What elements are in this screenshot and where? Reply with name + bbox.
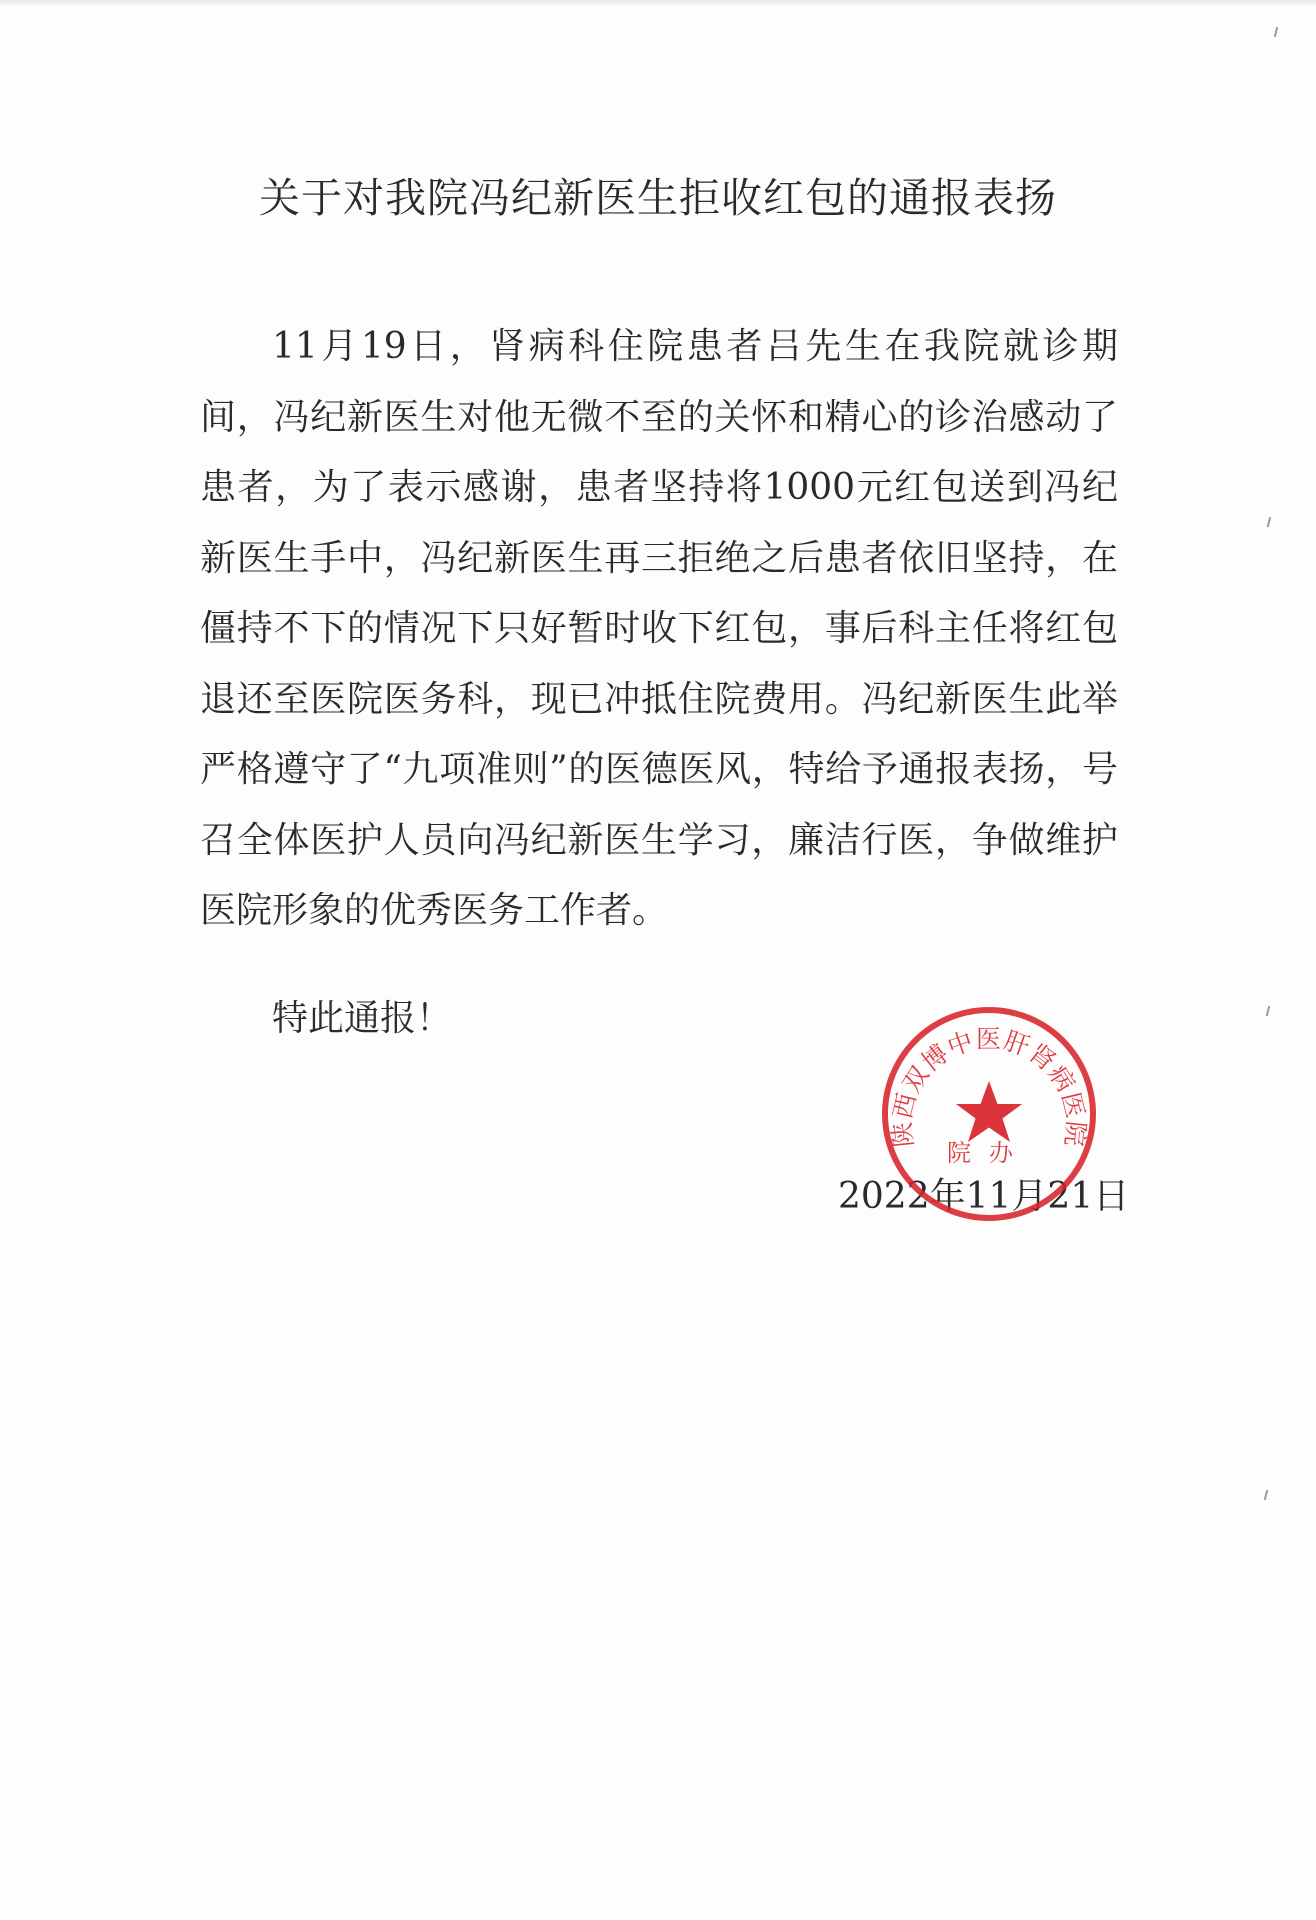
scan-speck (1264, 1490, 1269, 1500)
closing-line: 特此通报！ (272, 998, 453, 1039)
scan-speck (1267, 517, 1272, 527)
seal-ring-text: 陕西双博中医肝肾病医院 (887, 1024, 1091, 1149)
scan-speck (1266, 1006, 1271, 1016)
scan-speck (1274, 27, 1279, 37)
scan-edge (0, 0, 1316, 6)
seal-star (956, 1081, 1022, 1142)
document-title: 关于对我院冯纪新医生拒收红包的通报表扬 (259, 174, 1057, 222)
official-seal (878, 1003, 1100, 1225)
document-date: 2022年11月21日 (838, 1176, 1130, 1217)
seal-center-text: 院办 (947, 1139, 1031, 1167)
document-body: 11月19日，肾病科住院患者吕先生在我院就诊期间，冯纪新医生对他无微不至的关怀和精心的诊治感动了患者，为了表示感谢，患者坚持将1000元红包送到冯纪新医生手中，冯纪新医生再三拒绝之后患者依旧坚持，在僵持不下的情况下只好暂时收下红包，事后科主任将红包退还至医院医务科，现已冲抵住院费用。冯纪新医生此举严格遵守了“九项准则”的医德医风，特给予通报表扬，号召全体医护人员向冯纪新医生学习，廉洁行医，争做维护医院形象的优秀医务工作者。 (200, 326, 1118, 931)
